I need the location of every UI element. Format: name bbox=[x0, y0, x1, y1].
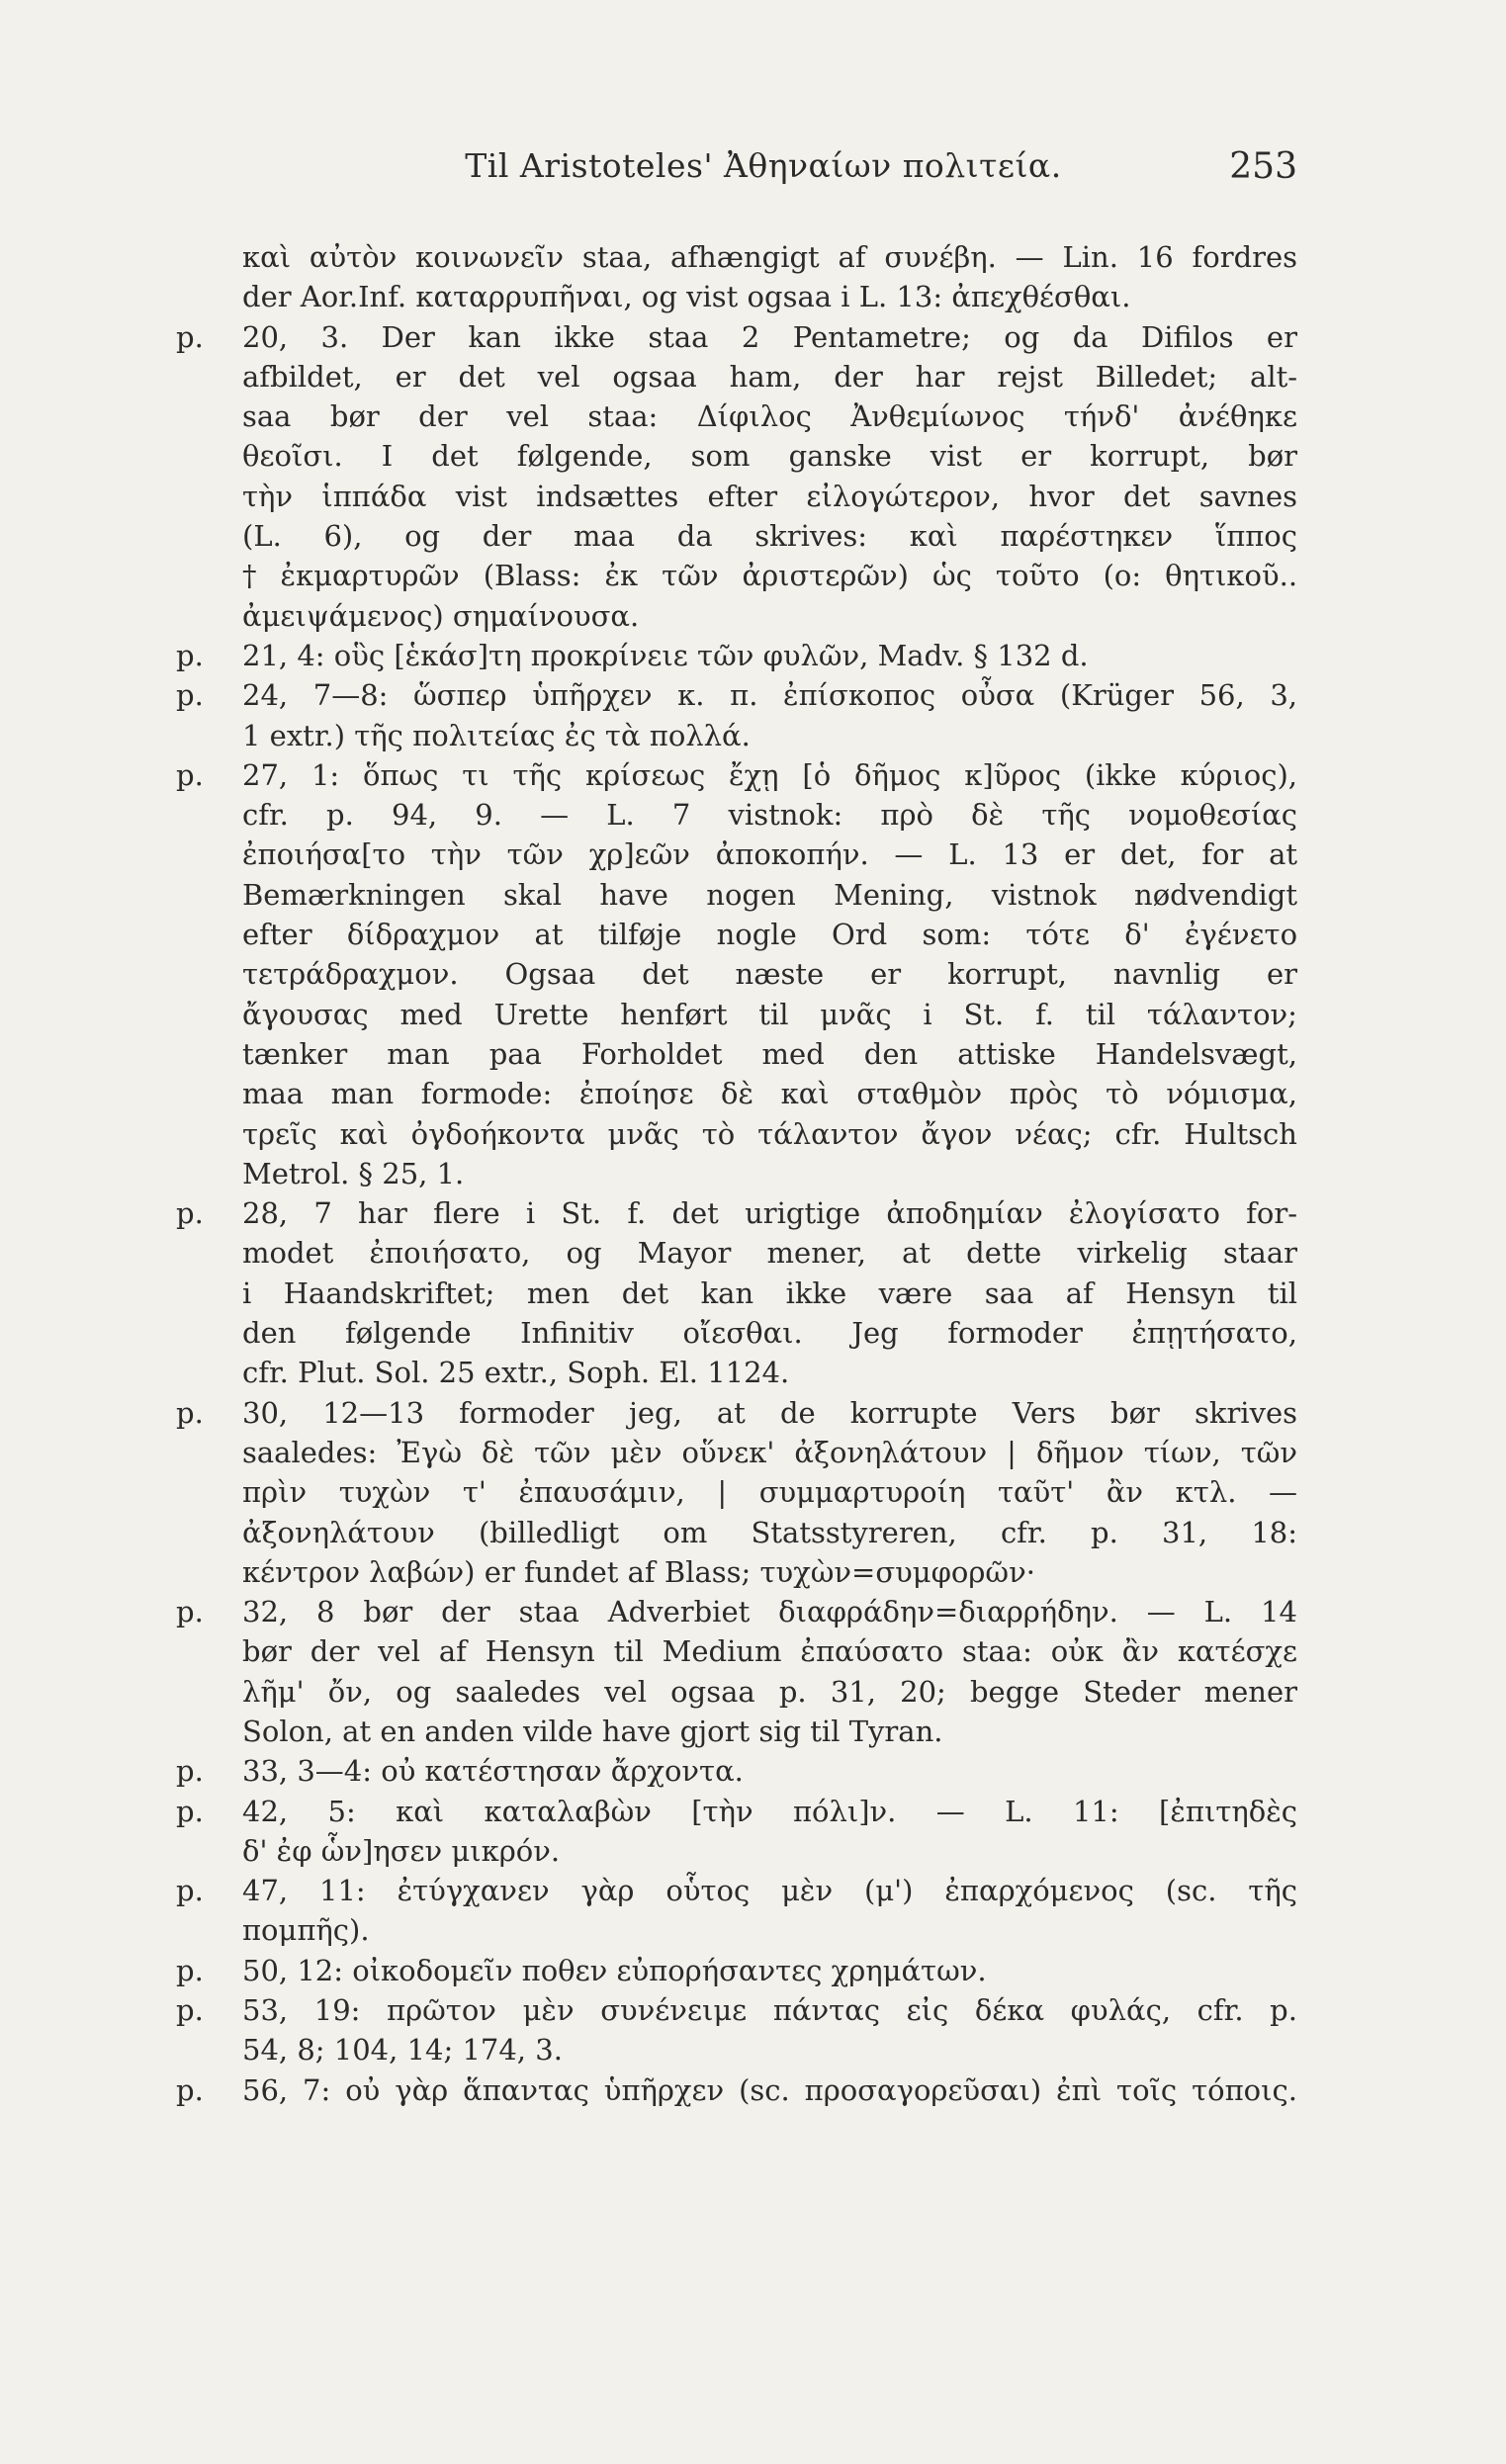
line-text: δ' ἐφ ὧν]ησεν μικρόν. bbox=[242, 1833, 561, 1868]
line-text: πομπῆς). bbox=[242, 1913, 370, 1948]
page-reference: p. bbox=[176, 1993, 204, 2028]
line-text: saa bør der vel staa: Δίφιλος Ἀνθεμίωνος τήνδ' ἀνέθηκε bbox=[242, 399, 1297, 434]
line-text: saaledes: Ἐγὼ δὲ τῶν μὲν οὕνεκ' ἀξονηλάτουν | δῆμον τίων, τῶν bbox=[242, 1435, 1297, 1469]
line-text: modet ἐποιήσατο, og Mayor mener, at dette virkelig staar bbox=[242, 1236, 1297, 1271]
line-text: τὴν ἱππάδα vist indsættes efter εἰλογώτερον, hvor det savnes bbox=[242, 479, 1297, 513]
text-line bbox=[176, 556, 1297, 595]
text-line bbox=[176, 875, 1297, 915]
text-line bbox=[176, 357, 1297, 396]
text-line bbox=[176, 1712, 1297, 1751]
page-reference: p. bbox=[176, 1595, 204, 1629]
text-line bbox=[176, 835, 1297, 874]
line-text: τρεῖς καὶ ὀγδοήκοντα μνᾶς τὸ τάλαντον ἄγον νέας; cfr. Hultsch bbox=[242, 1116, 1297, 1151]
line-text: cfr. p. 94, 9. — L. 7 vistnok: πρὸ δὲ τῆς νομοθεσίας bbox=[242, 798, 1297, 833]
text-line bbox=[176, 1472, 1297, 1512]
line-text: 1 extr.) τῆς πολιτείας ἐς τὰ πολλά. bbox=[242, 718, 751, 752]
line-text: 54, 8; 104, 14; 174, 3. bbox=[242, 2033, 563, 2068]
line-text: 28, 7 har flere i St. f. det urigtige ἀποδημίαν ἐλογίσατο for- bbox=[242, 1196, 1297, 1231]
body-text bbox=[176, 237, 1297, 2110]
text-line bbox=[176, 1910, 1297, 1950]
text-line bbox=[176, 436, 1297, 476]
text-line bbox=[176, 1751, 1297, 1791]
page-reference: p. bbox=[176, 2072, 204, 2107]
page-reference: p. bbox=[176, 1754, 204, 1789]
text-line bbox=[176, 1831, 1297, 1871]
text-line bbox=[176, 596, 1297, 636]
text-line bbox=[176, 915, 1297, 954]
line-text: † ἐκμαρτυρῶν (Blass: ἐκ τῶν ἀριστερῶν) ὡς τοῦτο (ο: θητικοῦ.. bbox=[242, 559, 1297, 593]
line-text: Solon, at en anden vilde have gjort sig til Tyran. bbox=[242, 1714, 943, 1748]
text-line bbox=[176, 1154, 1297, 1193]
text-line bbox=[176, 516, 1297, 556]
line-text: der Aor.Inf. καταρρυπῆναι, og vist ogsaa i L. 13: ἀπεχθέσθαι. bbox=[242, 280, 1131, 314]
line-text: cfr. Plut. Sol. 25 extr., Soph. El. 1124. bbox=[242, 1356, 790, 1390]
text-line bbox=[176, 1393, 1297, 1433]
page-reference: p. bbox=[176, 1794, 204, 1828]
text-line bbox=[176, 1592, 1297, 1631]
line-text: bør der vel af Hensyn til Medium ἐπαύσατο staa: οὐκ ἂν κατέσχε bbox=[242, 1634, 1297, 1669]
line-text: Bemærkningen skal have nogen Mening, vistnok nødvendigt bbox=[242, 877, 1297, 912]
text-line bbox=[176, 1034, 1297, 1074]
line-text: afbildet, er det vel ogsaa ham, der har rejst Billedet; alt- bbox=[242, 359, 1297, 394]
text-line bbox=[176, 1193, 1297, 1233]
text-line bbox=[176, 2070, 1297, 2110]
line-text: ἐποιήσα[το τὴν τῶν χρ]εῶν ἀποκοπήν. — L. 13 er det, for at bbox=[242, 837, 1297, 872]
text-line bbox=[176, 1631, 1297, 1671]
text-line bbox=[176, 1951, 1297, 1990]
line-text: den følgende Infinitiv οἴεσθαι. Jeg formoder ἐπῃτήσατο, bbox=[242, 1316, 1297, 1351]
text-line bbox=[176, 1353, 1297, 1392]
line-text: 53, 19: πρῶτον μὲν συνένειμε πάντας εἰς δέκα φυλάς, cfr. p. bbox=[242, 1993, 1297, 2028]
line-text: 21, 4: οὓς [ἑκάσ]τη προκρίνειε τῶν φυλῶν, Madv. § 132 d. bbox=[242, 638, 1089, 672]
line-text: efter δίδραχμον at tilføje nogle Ord som: τότε δ' ἐγένετο bbox=[242, 918, 1297, 952]
page-reference: p. bbox=[176, 319, 204, 354]
text-line bbox=[176, 755, 1297, 795]
text-line bbox=[176, 1513, 1297, 1552]
page-reference: p. bbox=[176, 1874, 204, 1908]
text-line bbox=[176, 1990, 1297, 2030]
line-text: tænker man paa Forholdet med den attiske Handelsvægt, bbox=[242, 1036, 1297, 1071]
line-text: (L. 6), og der maa da skrives: καὶ παρέστηκεν ἵππος bbox=[242, 519, 1297, 554]
text-line bbox=[176, 795, 1297, 835]
line-text: λῆμ' ὄν, og saaledes vel ogsaa p. 31, 20; begge Steder mener bbox=[242, 1674, 1297, 1709]
page-reference: p. bbox=[176, 638, 204, 672]
text-line bbox=[176, 1114, 1297, 1154]
text-line bbox=[176, 954, 1297, 994]
line-text: 33, 3—4: οὐ κατέστησαν ἄρχοντα. bbox=[242, 1754, 744, 1789]
line-text: i Haandskriftet; men det kan ikke være saa af Hensyn til bbox=[242, 1276, 1297, 1310]
line-text: καὶ αὐτὸν κοινωνεῖν staa, afhængigt af συνέβη. — Lin. 16 fordres bbox=[242, 240, 1297, 274]
line-text: 47, 11: ἐτύγχανεν γὰρ οὗτος μὲν (μ') ἐπαρχόμενος (sc. τῆς bbox=[242, 1874, 1297, 1908]
line-text: 42, 5: καὶ καταλαβὼν [τὴν πόλι]ν. — L. 11: [ἐπιτηδὲς bbox=[242, 1794, 1297, 1828]
page-header bbox=[229, 146, 1297, 198]
page-reference: p. bbox=[176, 1196, 204, 1231]
line-text: ἀμειψάμενος) σημαίνουσα. bbox=[242, 598, 640, 633]
line-text: Metrol. § 25, 1. bbox=[242, 1156, 465, 1190]
line-text: πρὶν τυχὼν τ' ἐπαυσάμιν, | συμμαρτυροίη ταῦτ' ἂν κτλ. — bbox=[242, 1475, 1297, 1510]
page-reference: p. bbox=[176, 757, 204, 792]
text-line bbox=[176, 995, 1297, 1034]
text-line bbox=[176, 317, 1297, 357]
text-line bbox=[176, 396, 1297, 436]
text-line bbox=[176, 277, 1297, 316]
text-line bbox=[176, 1871, 1297, 1910]
text-line bbox=[176, 1792, 1297, 1831]
line-text: 50, 12: οἰκοδομεῖν ποθεν εὐπορήσαντες χρημάτων. bbox=[242, 1953, 987, 1987]
line-text: 24, 7—8: ὥσπερ ὑπῆρχεν κ. π. ἐπίσκοπος οὖσα (Krüger 56, 3, bbox=[242, 678, 1297, 713]
text-line bbox=[176, 1074, 1297, 1113]
page-reference: p. bbox=[176, 1953, 204, 1987]
text-line bbox=[176, 1552, 1297, 1592]
text-line bbox=[176, 1313, 1297, 1353]
line-text: τετράδραχμον. Ogsaa det næste er korrupt, navnlig er bbox=[242, 957, 1297, 992]
text-line bbox=[176, 1233, 1297, 1273]
text-line bbox=[176, 636, 1297, 675]
line-text: maa man formode: ἐποίησε δὲ καὶ σταθμὸν πρὸς τὸ νόμισμα, bbox=[242, 1077, 1297, 1111]
line-text: 20, 3. Der kan ikke staa 2 Pentametre; og da Difilos er bbox=[242, 319, 1297, 354]
text-line bbox=[176, 1433, 1297, 1472]
running-head: Til Aristoteles' Ἀθηναίων πολιτεία. bbox=[465, 146, 1062, 185]
line-text: 27, 1: ὅπως τι τῆς κρίσεως ἔχῃ [ὁ δῆμος κ]ῦρος (ikke κύριος), bbox=[242, 757, 1297, 792]
text-line bbox=[176, 1274, 1297, 1313]
text-line bbox=[176, 1672, 1297, 1712]
text-line bbox=[176, 477, 1297, 516]
line-text: θεοῖσι. I det følgende, som ganske vist er korrupt, bør bbox=[242, 439, 1297, 474]
text-line bbox=[176, 675, 1297, 715]
line-text: 32, 8 bør der staa Adverbiet διαφράδην=διαρρήδην. — L. 14 bbox=[242, 1595, 1297, 1629]
text-line bbox=[176, 237, 1297, 277]
line-text: 30, 12—13 formoder jeg, at de korrupte Vers bør skrives bbox=[242, 1395, 1297, 1430]
line-text: κέντρον λαβών) er fundet af Blass; τυχὼν=συμφορῶν· bbox=[242, 1554, 1035, 1589]
line-text: ἄγουσας med Urette henført til μνᾶς i St. f. til τάλαντον; bbox=[242, 997, 1297, 1031]
text-line bbox=[176, 716, 1297, 755]
page-number: 253 bbox=[1229, 146, 1297, 187]
page-reference: p. bbox=[176, 678, 204, 713]
line-text: ἀξονηλάτουν (billedligt om Statsstyreren, cfr. p. 31, 18: bbox=[242, 1515, 1297, 1549]
text-line bbox=[176, 2030, 1297, 2069]
page-reference: p. bbox=[176, 1395, 204, 1430]
line-text: 56, 7: οὐ γὰρ ἅπαντας ὑπῆρχεν (sc. προσαγορεῦσαι) ἐπὶ τοῖς τόποις. bbox=[242, 2072, 1297, 2107]
